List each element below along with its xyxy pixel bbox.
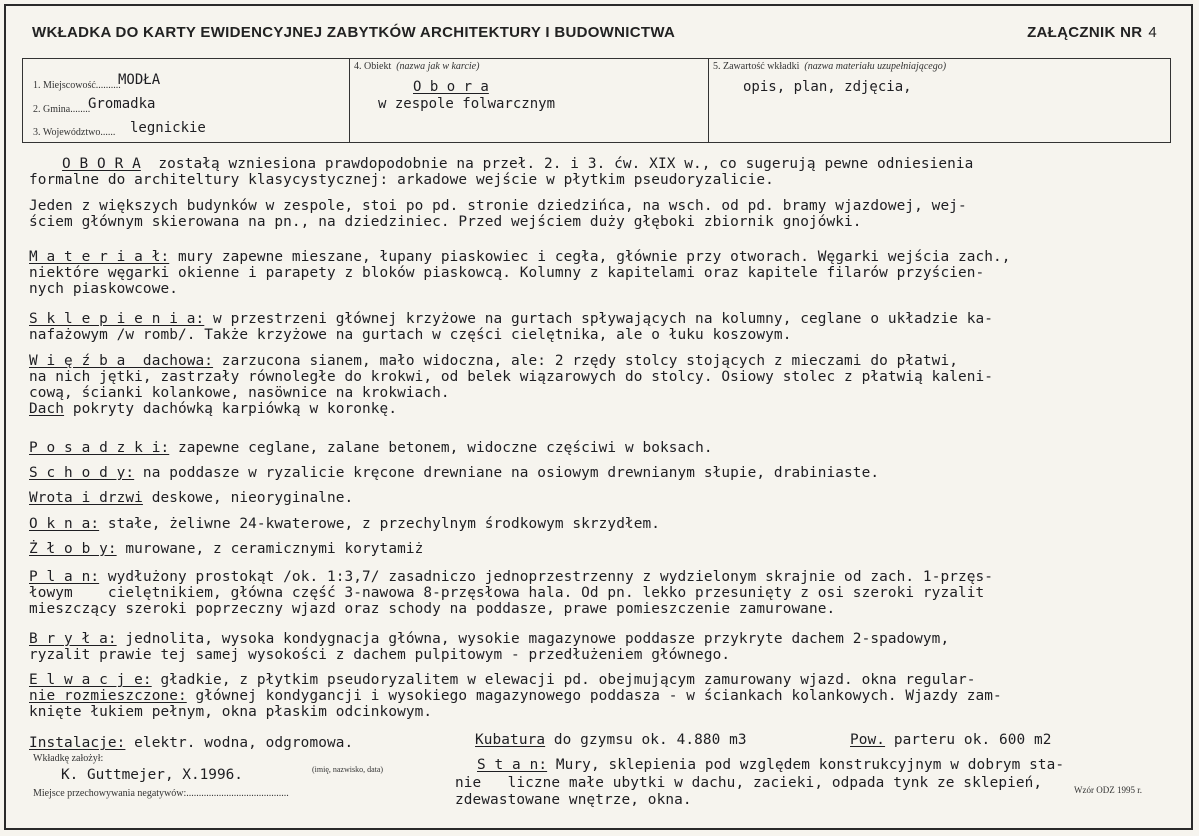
wiezba-line-2: na nich jętki, zastrzały równoległe do krokwi, od belek wiązarowych do stolcy. Osiowy stolec z płatwią kaleni- xyxy=(29,369,994,385)
obiekt-value: O b o r a xyxy=(413,79,489,95)
plan-line-1: P l a n: wydłużony prostokąt /ok. 1:3,7/ zasadniczo jednoprzestrzenny z wydzielonym skrajnie od zach. 1-przęs- xyxy=(29,569,994,585)
material-line-1: M a t e r i a ł: mury zapewne mieszane, łupany piaskowiec i cegła, głównie przy otworach. Węgarki wejścia zach., xyxy=(29,249,1011,265)
dach-line: Dach pokryty dachówką karpiówką w koronkę. xyxy=(29,401,398,417)
wojewodztwo-value: legnickie xyxy=(130,120,206,136)
location-line-1: Jeden z większych budynków w zespole, stoi po pd. stronie dziedzińca, na wsch. od pd. bramy wjazdowej, wej- xyxy=(29,198,967,214)
wojewodztwo-label: 3. Województwo...... xyxy=(33,127,116,138)
plan-line-3: mieszczący szeroki poprzeczny wjazd oraz schody na poddasze, prawe pomieszczenie zamurowane. xyxy=(29,601,836,617)
negatives-location-label: Miejsce przechowywania negatywów:......................................... xyxy=(33,788,289,799)
wrota-line: Wrota i drzwi deskowe, nieoryginalne. xyxy=(29,490,354,506)
gmina-label: 2. Gmina........ xyxy=(33,104,91,115)
gmina-value: Gromadka xyxy=(88,96,156,112)
wkladke-zalozyl-label: Wkładkę założył: xyxy=(33,753,104,764)
location-line-2: ściem głównym skierowana na pn., na dziedziniec. Przed wejściem duży głęboki zbiornik gnojówki. xyxy=(29,214,862,230)
elewacje-line-1: E l w a c j e: gładkie, z płytkim pseudoryzalitem w elewacji pd. obejmującym zamurowany wjazd. okna regular- xyxy=(29,672,976,688)
schody-line: S c h o d y: na poddasze w ryzalicie kręcone drewniane na osiowym drewnianym słupie, drabiniaste. xyxy=(29,465,880,481)
form-title: WKŁADKA DO KARTY EWIDENCYJNEJ ZABYTKÓW ARCHITEKTURY I BUDOWNICTWA xyxy=(32,24,676,41)
kubatura-line: Kubatura do gzymsu ok. 4.880 m3 xyxy=(475,732,747,748)
elewacje-line-3: knięte łukiem pełnym, okna płaskim odcinkowym. xyxy=(29,704,433,720)
okna-heading: O k n a: xyxy=(29,516,100,532)
elewacje-heading: E l w a c j e: xyxy=(29,672,152,688)
author: K. Guttmejer, X.1996. xyxy=(61,767,243,783)
material-line-3: nych piaskowcowe. xyxy=(29,281,178,297)
obiekt-value-2: w zespole folwarcznym xyxy=(378,96,556,112)
wiezba-line-1: W i ę ź b a dachowa: zarzucona sianem, mało widoczna, ale: 2 rzędy stolcy stojących z mieczami do płatwi, xyxy=(29,353,958,369)
annex-label xyxy=(1027,24,1157,41)
annex-number: 4 xyxy=(1148,24,1157,41)
intro-line-2: formalne do architeltury klasycystycznej: arkadowe wejście w płytkim pseudoryzalicie. xyxy=(29,172,774,188)
bryla-heading: B r y ł a: xyxy=(29,631,117,647)
miejscowosc-label: 1. Miejscowość.......... xyxy=(33,80,121,91)
miejscowosc-value: MODŁA xyxy=(118,72,161,88)
wiezba-line-3: cową, ścianki kolankowe, nasöwnice na krokwiach. xyxy=(29,385,450,401)
annex-label-text: ZAŁĄCZNIK NR xyxy=(1027,24,1143,41)
box-divider-1 xyxy=(349,58,350,143)
bryla-line-1: B r y ł a: jednolita, wysoka kondygnacja główna, wysokie magazynowe poddasze przykryte dachem 2-spadowym, xyxy=(29,631,950,647)
obiekt-label: 4. Obiekt (nazwa jak w karcie) xyxy=(354,61,480,72)
obora-heading: O B O R A xyxy=(62,156,141,172)
stan-line-3: zdewastowane wnętrze, okna. xyxy=(455,792,692,808)
box-divider-2 xyxy=(708,58,709,143)
intro-text-1: zostałą wzniesiona prawdopodobnie na przeł. 2. i 3. ćw. XIX w., co sugerują pewne odniesienia xyxy=(140,156,974,172)
pow-line: Pow. parteru ok. 600 m2 xyxy=(850,732,1052,748)
material-heading: M a t e r i a ł: xyxy=(29,249,170,265)
schody-heading: S c h o d y: xyxy=(29,465,135,481)
elewacje-line-2: nie rozmieszczone: głównej kondygancji i wysokiego magazynowego poddasza - w ściankach kolankowych. Wjazdy zam- xyxy=(29,688,1002,704)
wrota-heading: Wrota i drzwi xyxy=(29,490,143,506)
author-hint: (imię, nazwisko, data) xyxy=(312,765,384,774)
sklepienia-line-2: nafażowym /w romb/. Także krzyżowe na gurtach w części cielętnika, ale o łuku koszowym. xyxy=(29,327,792,343)
dach-heading: Dach xyxy=(29,401,65,417)
plan-heading: P l a n: xyxy=(29,569,100,585)
intro-line-1 xyxy=(62,156,973,172)
plan-line-2: łowym cielętnikiem, główna część 3-nawowa 8-przęsłowa hala. Od pn. lekko przesunięty z osi szeroki ryzalit xyxy=(29,585,985,601)
zawartosc-value: opis, plan, zdjęcia, xyxy=(743,79,912,95)
posadzki-heading: P o s a d z k i: xyxy=(29,440,170,456)
wiezba-heading: W i ę ź b a dachowa: xyxy=(29,353,214,369)
zawartosc-label: 5. Zawartość wkładki (nazwa materiału uzupełniającego) xyxy=(713,61,947,72)
bryla-line-2: ryzalit prawie tej samej wysokości z dachem pulpitowym - przedłużeniem głównego. xyxy=(29,647,731,663)
stan-line-1: S t a n: Mury, sklepienia pod względem konstrukcyjnym w dobrym sta- xyxy=(477,757,1065,773)
zloby-heading: Ż ł o b y: xyxy=(29,541,117,557)
instalacje-heading: Instalacje: xyxy=(29,735,126,751)
stan-line-2: nie liczne małe ubytki w dachu, zacieki, odpada tynk ze sklepień, xyxy=(455,775,1043,791)
stan-heading: S t a n: xyxy=(477,757,548,773)
kubatura-heading: Kubatura xyxy=(475,732,546,748)
material-line-2: niektóre węgarki okienne i parapety z bloków piaskowcą. Kolumny z kapitelami oraz kapitele filarów przyścien- xyxy=(29,265,985,281)
zloby-line: Ż ł o b y: murowane, z ceramicznymi korytamiż xyxy=(29,541,424,557)
sklepienia-line-1: S k l e p i e n i a: w przestrzeni głównej krzyżowe na gurtach spływających na kolumny, ceglane o układzie ka- xyxy=(29,311,994,327)
instalacje-line: Instalacje: elektr. wodna, odgromowa. xyxy=(29,735,354,751)
okna-line: O k n a: stałe, żeliwne 24-kwaterowe, z przechylnym środkowym skrzydłem. xyxy=(29,516,661,532)
posadzki-line: P o s a d z k i: zapewne ceglane, zalane betonem, widoczne częściwi w boksach. xyxy=(29,440,713,456)
pow-heading: Pow. xyxy=(850,732,886,748)
sklepienia-heading: S k l e p i e n i a: xyxy=(29,311,205,327)
form-version: Wzór ODZ 1995 r. xyxy=(1074,785,1142,795)
